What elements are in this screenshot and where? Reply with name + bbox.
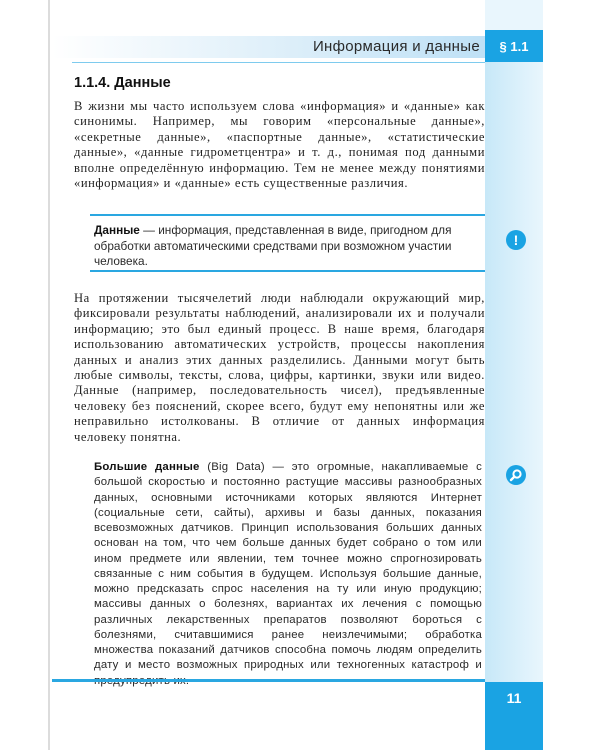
definition-term: Данные (94, 223, 140, 237)
definition-text: — информация, представленная в виде, пригодном для обработки автоматическими средствами при возможном участии человека. (94, 223, 452, 269)
big-data-term: Большие данные (94, 461, 200, 473)
big-data-text: (Big Data) — это огромные, накапливаемые с большой скоростью и постоянно растущие массивы разнообразных данных, основными источниками которых являются Интернет (социальные сети, сайты), архивы и базы данных, показания всевозможных датчиков. Принцип использования больших данных основан на том, что чем больше данных будет собрано о том или ином предмете или явлении, тем точнее можно спрогнозировать связанные с ним события в будущем. Используя большие данные, можно предсказать спрос населения на ту или иную продукцию; массивы данных о болезнях, вариантах их лечения с помощью различных лекарственных препаратов позволяют бороться с болезнями, считавшимися ранее неизлечимыми; обработка множества показаний датчиков способна помочь людям определить дату и место возможных природных или техногенных катастроф и (94, 461, 482, 672)
definition-bottom-rule (90, 270, 485, 272)
definition-top-rule (90, 214, 485, 216)
paragraph-history: На протяжении тысячелетий люди наблюдали окружающий мир, фиксировали результаты наблюдений, анализировали их и получали информацию; это был единый процесс. В наше время, благодаря использованию автоматических устройств, процессы накопления данных и анализ этих данных разделились. Данными могут быть любые символы, тексты, слова, цифры, картинки, звуки или видео. Данные (например, последовательность чисел), предъявленные человеку без пояснений, скорее всего, будут ему непонятны или же неправильно истолкованы. В отличие от данных информация человеку понятна. (74, 291, 485, 444)
section-heading: 1.1.4. Данные (74, 75, 171, 91)
page-number: 11 (506, 690, 522, 706)
important-icon: ! (506, 230, 526, 250)
page-edge-shadow (48, 0, 50, 750)
section-tab: § 1.1 (485, 30, 543, 62)
big-data-box (94, 460, 482, 689)
margin-top (485, 0, 543, 30)
magnifier-icon (506, 465, 526, 485)
chapter-title: Информация и данные (312, 38, 480, 55)
definition-box (94, 223, 482, 270)
footer-rule (52, 679, 485, 682)
margin-strip (485, 0, 543, 750)
magnifier-glyph (509, 468, 523, 482)
paragraph-intro: В жизни мы часто используем слова «информация» и «данные» как синонимы. Например, мы говорим «персональные данные», «секретные данные», «паспортные данные», «статистические данные», «данные гидрометцентра» и т. д., понимая под данными вполне определённую информацию. Тем не менее между понятиями «информация» и «данные» есть существенные различия. (74, 99, 485, 191)
header-rule (72, 62, 485, 63)
